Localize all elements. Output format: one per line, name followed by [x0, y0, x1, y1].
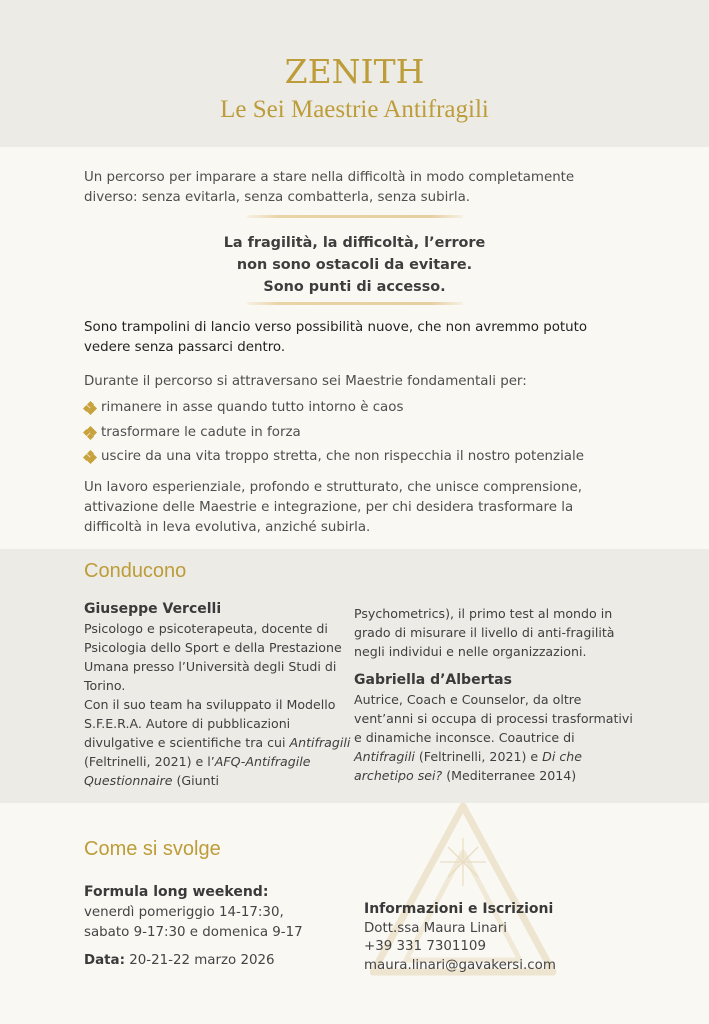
person-name: Gabriella d’Albertas	[354, 672, 512, 688]
list-item-label: uscire da una vita troppo stretta, che non rispecchia il nostro potenziale	[101, 449, 584, 464]
event-date: Data: 20-21-22 marzo 2026	[84, 953, 275, 968]
four-diamond-icon	[84, 427, 96, 439]
springboards-paragraph: Sono trampolini di lancio verso possibilità nuove, che non avremmo potuto vedere senza passarci dentro.	[84, 320, 588, 355]
maestrie-intro: Durante il percorso si attraversano sei Maestrie fondamentali per:	[84, 374, 527, 389]
list-item	[84, 396, 584, 421]
list-item	[84, 445, 584, 470]
list-item	[84, 421, 584, 446]
contact-info	[364, 900, 556, 975]
person-bio: Psicologo e psicoterapeuta, docente di Psicologia dello Sport e della Prestazione Umana presso l’Università degli Studi di Torino.	[84, 621, 342, 693]
maestrie-list	[84, 396, 584, 470]
contact-email[interactable]: maura.linari@gavakersi.com	[364, 957, 556, 973]
person-name: Giuseppe Vercelli	[84, 601, 222, 617]
schedule-line: venerdì pomeriggio 14-17:30,	[84, 905, 284, 920]
quote-divider-bottom	[247, 302, 463, 305]
formula-label: Formula long weekend:	[84, 884, 269, 900]
highlight-quote	[0, 232, 709, 298]
conducono-heading: Conducono	[84, 560, 187, 582]
work-paragraph: Un lavoro esperienziale, profondo e strutturato, che unisce comprensione, attivazione delle Maestrie e integrazione, per chi desidera trasformare la difficoltà in leva evolutiva, anziché subirla.	[84, 480, 582, 535]
quote-line: Sono punti di accesso.	[263, 279, 446, 295]
person-bio-continued: Psychometrics), il primo test al mondo in grado di misurare il livello di anti-fragilità negli individui e nelle organizzazioni.	[354, 606, 615, 659]
person-bio-publications: Con il suo team ha sviluppato il Modello S.F.E.R.A. Autore di pubblicazioni divulgative e scientifiche tra cui Antifragili (Feltrinelli, 2021) e l’AFQ-Antifragile Questionnaire (Giunti	[84, 697, 351, 788]
come-si-svolge-heading: Come si svolge	[84, 838, 221, 860]
contact-phone[interactable]: +39 331 7301109	[364, 939, 486, 954]
bio-column-left	[84, 600, 354, 790]
four-diamond-icon	[84, 451, 96, 463]
quote-line: non sono ostacoli da evitare.	[236, 257, 473, 273]
four-diamond-icon	[84, 402, 96, 414]
schedule	[84, 882, 303, 943]
intro-paragraph: Un percorso per imparare a stare nella difficoltà in modo completamente diverso: senza evitarla, senza combatterla, senza subirla.	[84, 170, 575, 205]
list-item-label: trasformare le cadute in forza	[101, 424, 301, 440]
header-band	[0, 0, 709, 147]
list-item-label: rimanere in asse quando tutto intorno è caos	[101, 400, 404, 415]
quote-line: La fragilità, la difficoltà, l’errore	[223, 235, 486, 251]
person-bio: Autrice, Coach e Counselor, da oltre vent’anni si occupa di processi trasformativi e dinamiche inconsce. Coautrice di Antifragili (Feltrinelli, 2021) e Di che archetipo sei? (Mediterranee 2014)	[354, 692, 633, 783]
contact-heading: Informazioni e Iscrizioni	[364, 901, 554, 917]
page-subtitle: Le Sei Maestrie Antifragili	[220, 96, 489, 123]
quote-divider-top	[247, 215, 463, 218]
contact-name: Dott.ssa Maura Linari	[364, 920, 507, 936]
bio-column-right	[354, 604, 634, 785]
schedule-line: sabato 9-17:30 e domenica 9-17	[84, 925, 303, 940]
page-title: ZENITH	[284, 52, 425, 91]
